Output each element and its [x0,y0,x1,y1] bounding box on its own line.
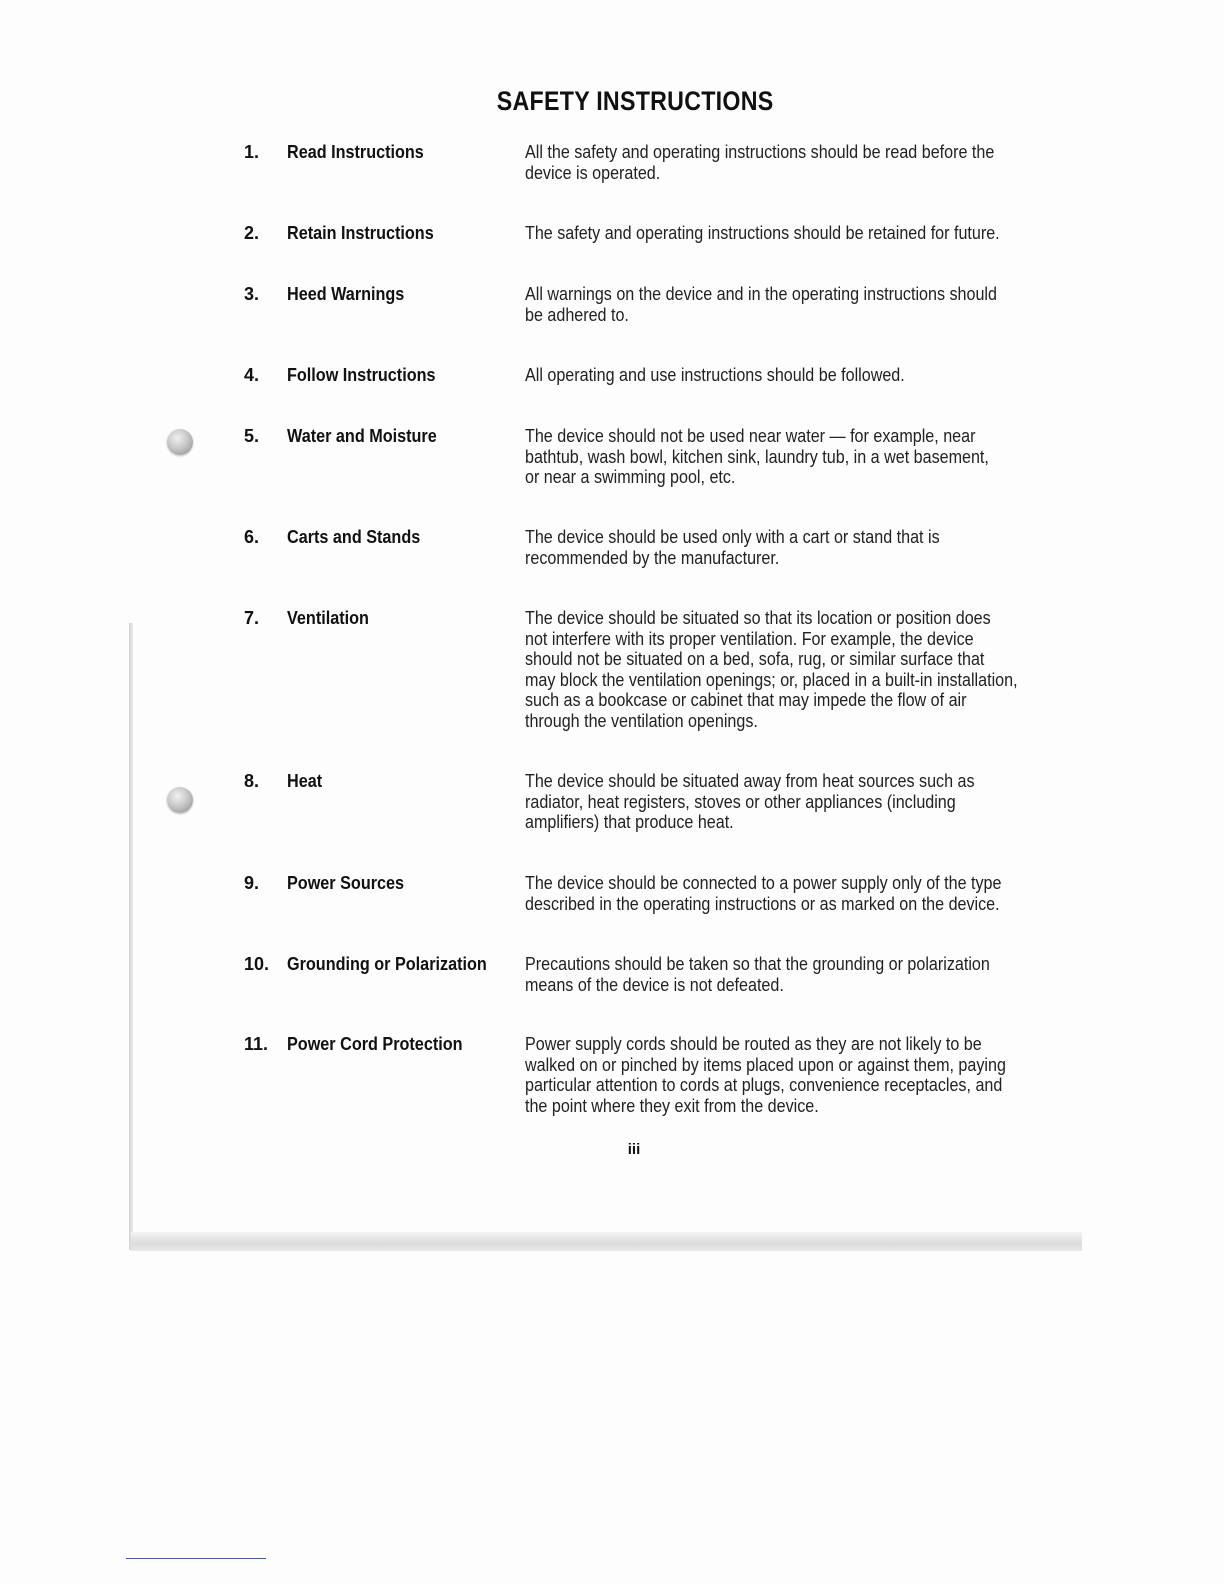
item-description [525,426,1022,488]
item-heading: Heat [287,771,323,791]
item-heading: Read Instructions [287,142,424,162]
item-number: 3. [244,284,260,304]
item-number: 2. [244,223,260,243]
description-line: should not be situated on a bed, sofa, rug, or similar surface that [525,649,985,669]
item-description [525,284,1022,325]
description-line: recommended by the manufacturer. [525,547,780,568]
item-description [525,873,1022,914]
description-line: such as a bookcase or cabinet that may impede the flow of air [525,690,967,710]
page-title: SAFETY INSTRUCTIONS [496,86,774,116]
description-line: All warnings on the device and in the operating instructions should [525,284,997,304]
footer-link-underline [126,1558,266,1559]
item-description [525,365,1022,386]
item-heading: Ventilation [287,608,369,628]
item-description [525,771,1022,833]
item-description [525,223,1022,244]
description-line: be adhered to. [525,304,629,325]
description-line: The device should be connected to a power supply only of the type [525,873,1002,893]
description-line: All operating and use instructions should be followed. [525,365,905,385]
item-number: 4. [244,365,260,385]
description-line: radiator, heat registers, stoves or other appliances (including [525,791,956,812]
binder-hole-icon [167,429,193,455]
item-number: 5. [244,426,260,446]
description-line: the point where they exit from the device. [525,1095,819,1116]
description-line: or near a swimming pool, etc. [525,467,736,487]
item-number: 1. [244,142,260,162]
description-line: may block the ventilation openings; or, placed in a built-in installation, [525,669,1018,690]
item-description [525,142,1022,183]
description-line: particular attention to cords at plugs, convenience receptacles, and [525,1075,1003,1095]
description-line: means of the device is not defeated. [525,974,784,995]
item-heading: Carts and Stands [287,527,421,547]
description-line: The device should be situated away from heat sources such as [525,771,975,791]
item-heading: Power Cord Protection [287,1034,463,1054]
item-description [525,527,1022,568]
description-line: through the ventilation openings. [525,710,758,731]
description-line: The device should not be used near water — for example, near [525,426,976,446]
item-description [525,608,1022,731]
item-heading: Heed Warnings [287,284,405,304]
item-heading: Water and Moisture [287,426,437,446]
item-number: 9. [244,873,260,893]
item-number: 6. [244,527,260,547]
description-line: The device should be situated so that its location or position does [525,608,991,628]
item-heading: Grounding or Polarization [287,954,487,974]
description-line: All the safety and operating instructions should be read before the [525,142,995,162]
binder-hole-icon [167,787,193,813]
description-line: walked on or pinched by items placed upon or against them, paying [525,1054,1006,1075]
description-line: Precautions should be taken so that the grounding or polarization [525,954,990,974]
item-number: 8. [244,771,260,791]
page-number: iii [627,1141,641,1158]
item-heading: Power Sources [287,873,405,893]
description-line: The safety and operating instructions should be retained for future. [525,223,1000,243]
item-heading: Retain Instructions [287,223,434,243]
scan-edge-left [129,623,133,1250]
item-description [525,954,1022,995]
item-heading: Follow Instructions [287,365,436,385]
scan-edge-bottom [131,1232,1082,1251]
description-line: device is operated. [525,162,661,183]
description-line: Power supply cords should be routed as they are not likely to be [525,1034,982,1054]
description-line: bathtub, wash bowl, kitchen sink, laundry tub, in a wet basement, [525,446,989,467]
item-number: 11. [244,1034,269,1054]
description-line: The device should be used only with a cart or stand that is [525,527,940,547]
item-number: 10. [244,954,270,974]
description-line: amplifiers) that produce heat. [525,812,734,832]
description-line: not interfere with its proper ventilation. For example, the device [525,628,974,649]
description-line: described in the operating instructions or as marked on the device. [525,893,1000,914]
item-number: 7. [244,608,260,628]
item-description [525,1034,1022,1116]
